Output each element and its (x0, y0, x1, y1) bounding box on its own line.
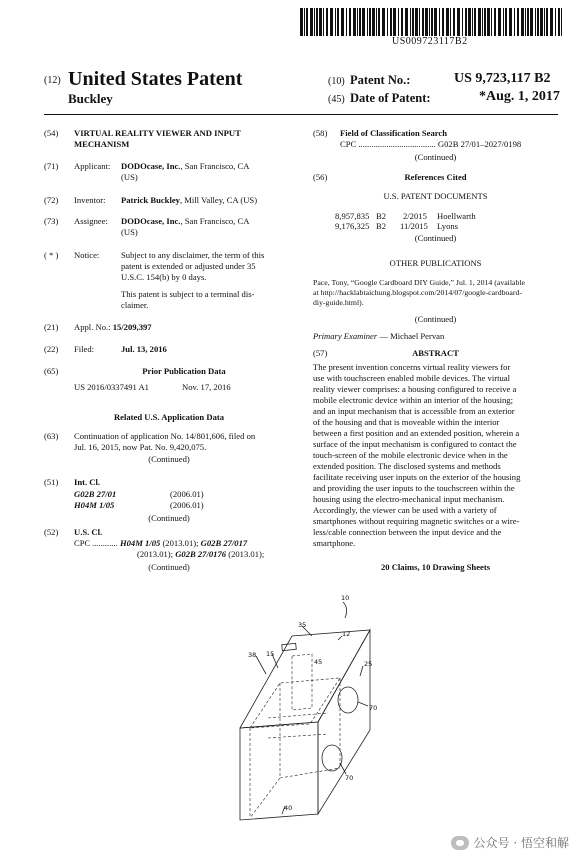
invention-title: VIRTUAL REALITY VIEWER AND INPUT MECHANISM (74, 128, 241, 149)
ref-2-name: Lyons (437, 221, 459, 231)
ref-1-no: 8,957,835 (335, 211, 370, 221)
other-pub-entry: Pace, Tony, “Google Cardboard DIY Guide,” Jul. 1, 2014 (available at http://hacklabtaichung.blogspot.com/2014/07/google-cardboard- diy-guide.html). (313, 278, 526, 307)
appl-no: Appl. No.: 15/209,397 (74, 322, 152, 332)
us-cl-line-1: ............ H04M 1/05 (2013.01); G02B 27/017 (92, 538, 248, 548)
continued-other-pubs: (Continued) (414, 314, 457, 324)
abstract-line: reality viewer comprises: a housing configured to receive a (313, 384, 517, 394)
continued-56: (Continued) (414, 233, 457, 243)
continued-52: (Continued) (148, 562, 190, 572)
code-notice: ( * ) (44, 250, 59, 260)
wechat-icon (451, 836, 469, 850)
assignee-label: Assignee: (74, 216, 108, 226)
code-21: (21) (44, 322, 59, 332)
date-label: Date of Patent: (350, 91, 431, 105)
abstract-line: and providing the user inputs to the touchscreen within the (313, 483, 515, 493)
ref-70a: 70 (369, 704, 378, 712)
patent-date: *Aug. 1, 2017 (479, 89, 560, 104)
code-71: (71) (44, 161, 59, 171)
prior-pub-date: Nov. 17, 2016 (182, 382, 231, 392)
inventor: Patrick Buckley, Mill Valley, CA (US) (121, 195, 258, 205)
ref-2-date: 11/2015 (400, 221, 428, 231)
watermark-text: 公众号 · 悟空和解 (473, 836, 569, 850)
ref-1-name: Hoellwarth (437, 211, 476, 221)
prior-pub-heading: Prior Publication Data (142, 366, 226, 376)
barcode-number: US009723117B2 (392, 36, 468, 47)
abstract-line: use with touchscreen enabled mobile devices. The virtual (313, 373, 510, 383)
code-51: (51) (44, 477, 59, 487)
patent-no-label: Patent No.: (350, 73, 411, 87)
references-cited-title: References Cited (404, 172, 467, 182)
inventor-label: Inventor: (74, 195, 106, 205)
document-title: United States Patent (68, 68, 243, 90)
continuation-text: Continuation of application No. 14/801,606, filed on Jul. 16, 2015, now Pat. No. 9,420,075. (74, 431, 256, 452)
abstract-line: smartphone. (313, 538, 356, 548)
notice-text: Subject to any disclaimer, the term of this patent is extended or adjusted under 35 U.S.C. 154(b) by 0 days. (121, 250, 265, 282)
abstract-line: extended position. The disclosed systems and methods (313, 461, 501, 471)
code-58: (58) (313, 128, 328, 138)
patent-number: US 9,723,117 B2 (454, 71, 551, 86)
ref-2-kind: B2 (376, 221, 387, 231)
us-cl-line-2: (2013.01); G02B 27/0176 (2013.01); (137, 549, 265, 559)
us-patent-docs-heading: U.S. PATENT DOCUMENTS (383, 191, 488, 201)
watermark (451, 834, 569, 851)
us-cl-label: U.S. Cl. (74, 527, 103, 537)
abstract-line: mobile electronic device within an interior of the housing; (313, 395, 513, 405)
ref-40: 40 (284, 804, 293, 812)
primary-examiner: Primary Examiner — Michael Pervan (313, 331, 445, 341)
code-63: (63) (44, 431, 59, 441)
header-rule (44, 114, 558, 115)
code-45: (45) (328, 94, 345, 105)
code-52: (52) (44, 527, 59, 537)
ref-38: 38 (248, 651, 257, 659)
continued-63: (Continued) (148, 454, 190, 464)
ref-35: 35 (298, 621, 307, 629)
notice-label: Notice: (74, 250, 100, 260)
int-cl-2: H04M 1/05 (74, 500, 115, 510)
abstract-line: The present invention concerns virtual reality viewers for (313, 362, 511, 372)
filed-date: Jul. 13, 2016 (121, 344, 167, 354)
abstract-line: less/cable connection between the input device and the (313, 527, 502, 537)
code-56: (56) (313, 172, 328, 182)
code-73: (73) (44, 216, 59, 226)
continued-51: (Continued) (148, 513, 190, 523)
applicant: DODOcase, Inc., San Francisco, CA (US) (121, 161, 250, 182)
ref-25: 25 (364, 660, 373, 668)
ref-12: 12 (342, 630, 351, 638)
us-cl-cpc: CPC (74, 538, 91, 548)
ref-70b: 70 (345, 774, 354, 782)
code-72: (72) (44, 195, 59, 205)
ref-45: 45 (314, 658, 323, 666)
related-app-heading: Related U.S. Application Data (113, 412, 225, 422)
inventor-short: Buckley (68, 91, 113, 106)
ref-1-date: 2/2015 (403, 211, 427, 221)
abstract-line: touch-screen of the mobile electronic device when in the (313, 450, 508, 460)
abstract-line: between a first position and an extended position, wherein a (313, 428, 520, 438)
code-65: (65) (44, 366, 59, 376)
ref-1-kind: B2 (376, 211, 387, 221)
int-cl-label: Int. Cl. (74, 477, 101, 487)
applicant-label: Applicant: (74, 161, 111, 171)
field-search-title: Field of Classification Search (340, 128, 448, 138)
abstract-line: housing using the electro-mechanical input mechanism. (313, 494, 505, 504)
code-10: (10) (328, 76, 345, 87)
ref-2-no: 9,176,325 (335, 221, 370, 231)
filed-label: Filed: (74, 344, 95, 354)
code-12: (12) (44, 75, 61, 86)
ref-15: 15 (266, 650, 275, 658)
int-cl-1: G02B 27/01 (74, 489, 117, 499)
assignee: DODOcase, Inc., San Francisco, CA (US) (121, 216, 250, 237)
abstract-line: Accordingly, the viewer can be used with a variety of (313, 505, 497, 515)
abstract-line: smartphones without requiring magnetic switches or a wire- (313, 516, 520, 526)
prior-pub-number: US 2016/0337491 A1 (74, 382, 149, 392)
ref-10: 10 (341, 594, 350, 602)
int-cl-1-version: (2006.01) (170, 489, 204, 499)
abstract-line: surface of the input mechanism is configured to contact the (313, 439, 517, 449)
continued-58: (Continued) (414, 152, 457, 162)
claims-summary: 20 Claims, 10 Drawing Sheets (380, 562, 491, 572)
abstract-title: ABSTRACT (412, 348, 459, 358)
code-22: (22) (44, 344, 59, 354)
other-pubs-heading: OTHER PUBLICATIONS (389, 258, 482, 268)
abstract-line: and an input mechanism that is accessible from an exterior (313, 406, 515, 416)
abstract-line: of the housing and that is moveable within the interior (313, 417, 500, 427)
notice-terminal: This patent is subject to a terminal dis- claimer. (121, 289, 255, 310)
field-search-cpc: CPC .................................... G02B 27/01–2027/0198 (340, 139, 522, 149)
barcode (300, 8, 562, 36)
code-57: (57) (313, 348, 328, 358)
abstract-text (313, 362, 560, 549)
abstract-line: facilitate receiving user inputs on the exterior of the housing (313, 472, 521, 482)
int-cl-2-version: (2006.01) (170, 500, 204, 510)
figure-labels (220, 588, 400, 828)
code-54: (54) (44, 128, 59, 138)
